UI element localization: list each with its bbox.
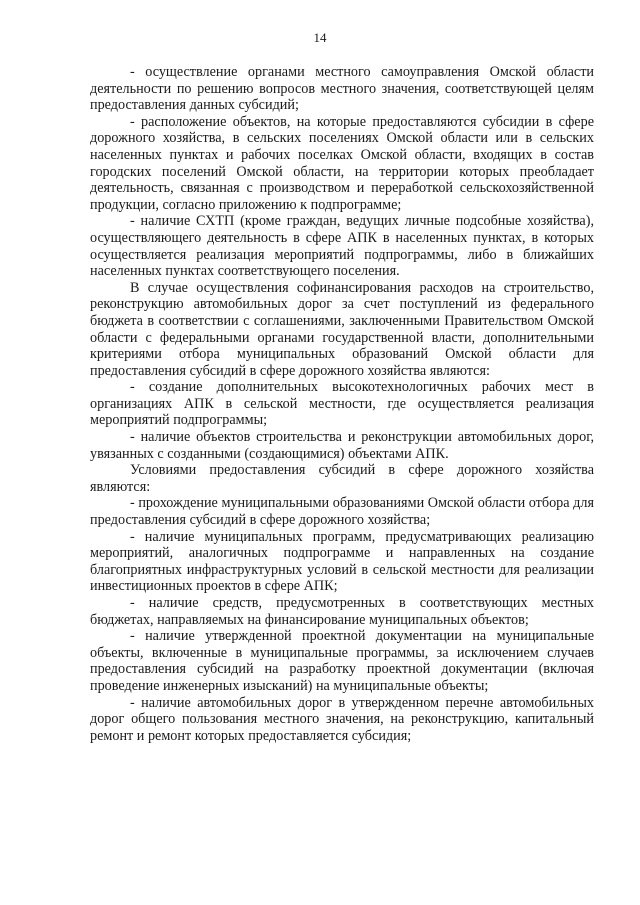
paragraph-criterion-local-government: - осуществление органами местного самоуправления Омской области деятельности по решению вопросов местного значения, соответствующей целям предоставления данных субсидий; [90, 64, 594, 114]
paragraph-condition-selection: - прохождение муниципальными образованиями Омской области отбора для предоставления субсидий в сфере дорожного хозяйства; [90, 495, 594, 529]
page-number: 14 [313, 30, 327, 45]
paragraph-conditions-heading: Условиями предоставления субсидий в сфере дорожного хозяйства являются: [90, 462, 594, 495]
paragraph-condition-project-docs: - наличие утвержденной проектной документации на муниципальные объекты, включенные в муниципальные программы, за исключением случаев предоставления субсидий на разработку проектной документации (включая проведение инженерных изысканий) на муниципальные объекты; [90, 628, 594, 694]
paragraph-criterion-object-location: - расположение объектов, на которые предоставляются субсидии в сфере дорожного хозяйства, в сельских поселениях Омской области или в сельских населенных пунктах и рабочих поселках Омской области, входящих в состав городских поселений Омской области, на территории которых преобладает деятельность, связанная с производством и переработкой сельскохозяйственной продукции, согласно приложению к подпрограмме; [90, 113, 594, 213]
paragraph-criterion-agro-producer: - наличие СХТП (кроме граждан, ведущих личные подсобные хозяйства), осуществляющего деятельность в сфере АПК в населенных пунктах, в которых осуществляется реализация мероприятий подпрограммы, либо в ближайших населенных пунктах соответствующего поселения. [90, 213, 594, 280]
paragraph-condition-local-funds: - наличие средств, предусмотренных в соответствующих местных бюджетах, направляемых на финансирование муниципальных объектов; [90, 595, 594, 628]
document-body [90, 64, 594, 744]
paragraph-condition-programs: - наличие муниципальных программ, предусматривающих реализацию мероприятий, аналогичных подпрограмме и направленных на создание благоприятных инфраструктурных условий в сельской местности для реализации инвестиционных проектов в сфере АПК; [90, 528, 594, 595]
paragraph-condition-road-list: - наличие автомобильных дорог в утвержденном перечне автомобильных дорог общего пользования местного значения, на реконструкцию, капитальный ремонт и ремонт которых предоставляется субсидия; [90, 694, 594, 744]
paragraph-criterion-new-jobs: - создание дополнительных высокотехнологичных рабочих мест в организациях АПК в сельской местности, где осуществляется реализация мероприятий подпрограммы; [90, 379, 594, 429]
paragraph-federal-cofinancing: В случае осуществления софинансирования расходов на строительство, реконструкцию автомобильных дорог за счет поступлений из федерального бюджета в соответствии с соглашениями, заключенными Правительством Омской области с федеральными органами государственной власти, дополнительными критериями отбора муниципальных образований Омской области для предоставления субсидий в сфере дорожного хозяйства являются: [90, 279, 594, 379]
paragraph-criterion-linked-roads: - наличие объектов строительства и реконструкции автомобильных дорог, увязанных с созданными (создающимися) объектами АПК. [90, 429, 594, 462]
